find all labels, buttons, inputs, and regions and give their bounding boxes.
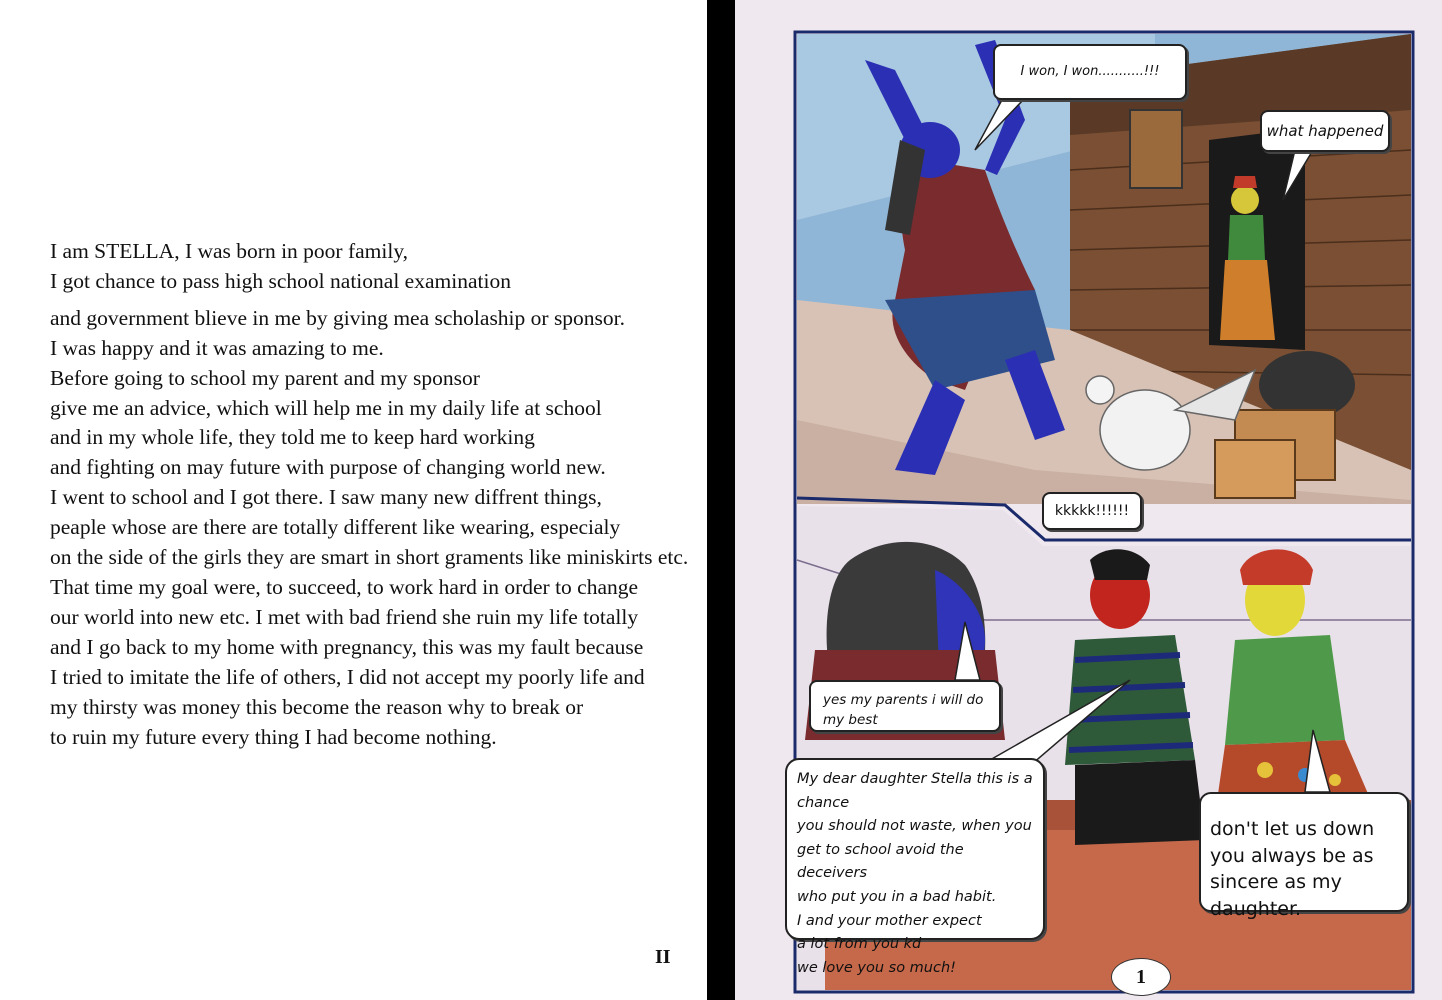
story-line: give me an advice, which will help me in my daily life at school [50, 395, 602, 420]
bubble-line: you should not waste, when you [797, 818, 1032, 835]
book-spine [707, 0, 735, 1000]
bubble-line: don't let us down [1210, 818, 1375, 840]
bubble-line: get to school avoid the deceivers [797, 841, 964, 882]
bubble-line: you always be as [1210, 844, 1374, 867]
story-line: and I go back to my home with pregnancy, this was my fault because [50, 634, 644, 659]
story-line: I am STELLA, I was born in poor family, [50, 239, 409, 263]
page-number-right: 1 [1111, 958, 1171, 996]
bubble-line: my best [823, 712, 878, 728]
speech-bubble-yes-parents [809, 680, 1001, 732]
speech-bubble-laugh [1042, 492, 1142, 530]
story-text [50, 237, 700, 752]
story-line: and fighting on may future with purpose of changing world new. [50, 455, 606, 480]
bubble-line: My dear daughter Stella this is a chance [797, 771, 1033, 811]
page-number-left: II [655, 946, 671, 968]
bubble-text: I won, I won...........!!! [1020, 64, 1160, 79]
story-line: I tried to imitate the life of others, I did not accept my poorly life and [50, 664, 645, 689]
panel-one [797, 34, 1411, 504]
speech-bubble-father [785, 758, 1045, 976]
story-line: my thirsty was money this become the reason why to break or [50, 694, 584, 719]
bubble-line: we love you so much! [797, 959, 956, 976]
story-line: our world into new etc. I met with bad friend she ruin my life totally [50, 604, 639, 629]
bubble-line: a lot from you kd [797, 936, 922, 953]
speech-bubble-i-won [993, 44, 1187, 100]
bubble-text: what happened [1266, 122, 1384, 140]
bubble-line: yes my parents i will do [823, 692, 984, 708]
bubble-line: who put you in a bad habit. [797, 888, 997, 905]
story-line: and in my whole life, they told me to keep hard working [50, 425, 535, 450]
story-line: Before going to school my parent and my sponsor [50, 365, 480, 390]
story-line: That time my goal were, to succeed, to work hard in order to change [50, 574, 639, 599]
story-line: to ruin my future every thing I had become nothing. [50, 724, 497, 749]
bubble-line: I and your mother expect [797, 912, 982, 929]
speech-bubble-mother [1199, 792, 1409, 920]
story-line: peaple whose are there are totally different like wearing, especialy [50, 515, 621, 540]
right-page [735, 0, 1442, 1000]
bubble-line: sincere as my daughter. [1210, 871, 1342, 920]
story-line: I got chance to pass high school national examination [50, 268, 511, 293]
story-line: I was happy and it was amazing to me. [50, 335, 384, 360]
story-line: and government blieve in me by giving mea scholaship or sponsor. [50, 305, 626, 330]
story-line: I went to school and I got there. I saw many new diffrent things, [50, 485, 602, 510]
bubble-text: kkkkk!!!!!! [1054, 503, 1130, 519]
left-page [0, 0, 707, 1000]
story-line: on the side of the girls they are smart in short graments like miniskirts etc. [50, 545, 689, 570]
speech-bubble-what-happened [1260, 110, 1390, 152]
